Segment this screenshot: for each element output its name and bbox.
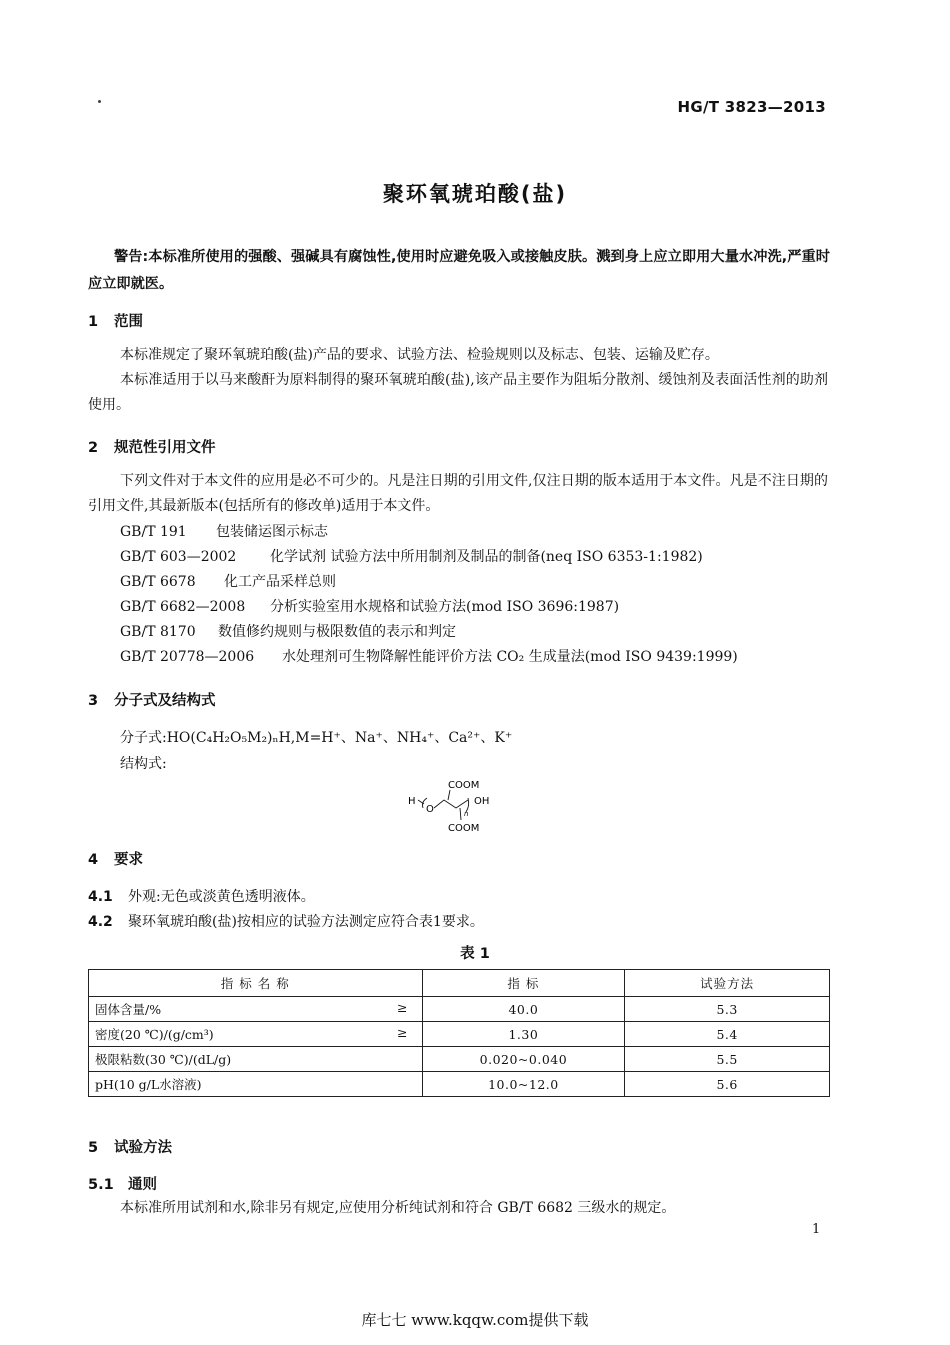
test-method: 5.3 bbox=[625, 997, 830, 1022]
test-method: 5.6 bbox=[625, 1072, 830, 1097]
section-2-heading bbox=[88, 436, 216, 457]
section-number: 5 bbox=[88, 1140, 99, 1156]
formula-label: 分子式: bbox=[120, 730, 167, 746]
clause-text: 聚环氧琥珀酸(盐)按相应的试验方法测定应符合表1要求。 bbox=[128, 914, 484, 930]
bond-to-top-group bbox=[448, 790, 450, 800]
references-intro: 下列文件对于本文件的应用是必不可少的。凡是注日期的引用文件,仅注日期的版本适用于本文件。凡是不注日期的引用文件,其最新版本(包括所有的修改单)适用于本文件。 bbox=[88, 473, 828, 514]
reference-item bbox=[120, 620, 456, 645]
reference-code: GB/T 6682—2008 bbox=[120, 599, 246, 615]
column-header: 指 标 名 称 bbox=[89, 970, 423, 997]
table-row bbox=[89, 1072, 830, 1097]
general-rule-paragraph: 本标准所用试剂和水,除非另有规定,应使用分析纯试剂和符合 GB/T 6682 三级水的规定。 bbox=[120, 1200, 676, 1216]
reference-code: GB/T 6678 bbox=[120, 574, 196, 590]
page-number: 1 bbox=[812, 1222, 821, 1237]
reference-item bbox=[120, 520, 328, 545]
clause-text: 外观:无色或淡黄色透明液体。 bbox=[128, 889, 315, 905]
ring-atom-label: O bbox=[426, 804, 434, 815]
reference-item bbox=[120, 570, 336, 595]
formula-text: HO(C₄H₂O₅M₂)ₙH,M=H⁺、Na⁺、NH₄⁺、Ca²⁺、K⁺ bbox=[166, 730, 513, 746]
structural-formula bbox=[408, 776, 508, 834]
section-title: 规范性引用文件 bbox=[114, 440, 216, 456]
section-title: 试验方法 bbox=[114, 1140, 172, 1156]
indicator-name-cell bbox=[89, 1047, 423, 1072]
test-method: 5.4 bbox=[625, 1022, 830, 1047]
download-footer: 库七七 www.kqqw.com提供下载 bbox=[361, 1311, 589, 1329]
clause-4-1 bbox=[88, 886, 315, 906]
section-1-heading bbox=[88, 310, 143, 331]
reference-text: 数值修约规则与极限数值的表示和判定 bbox=[218, 624, 456, 640]
bond-to-bottom-group bbox=[460, 808, 461, 820]
section-title: 分子式及结构式 bbox=[114, 693, 216, 709]
document-title: 聚环氧琥珀酸(盐) bbox=[382, 182, 568, 206]
reference-text: 化学试剂 试验方法中所用制剂及制品的制备(neq ISO 6353-1:1982) bbox=[270, 549, 703, 565]
reference-code: GB/T 191 bbox=[120, 524, 187, 540]
section-number: 1 bbox=[88, 314, 99, 330]
table-caption: 表 1 bbox=[460, 946, 490, 962]
reference-item bbox=[120, 645, 738, 670]
section-number: 3 bbox=[88, 693, 99, 709]
standard-code: HG/T 3823—2013 bbox=[677, 98, 826, 116]
clause-number: 5.1 bbox=[88, 1177, 114, 1193]
backbone-bonds bbox=[434, 800, 468, 808]
comparison-sign: ≥ bbox=[397, 1025, 408, 1040]
reference-item bbox=[120, 595, 619, 620]
column-header: 指 标 bbox=[422, 970, 625, 997]
reference-text: 包装储运图示标志 bbox=[216, 524, 328, 540]
clause-title: 通则 bbox=[128, 1177, 157, 1193]
left-atom-label: H bbox=[408, 796, 416, 807]
section-title: 范围 bbox=[114, 314, 143, 330]
reference-text: 化工产品采样总则 bbox=[224, 574, 336, 590]
clause-number: 4.2 bbox=[88, 914, 113, 930]
section-3-heading bbox=[88, 689, 216, 710]
column-header: 试验方法 bbox=[625, 970, 830, 997]
indicator-name-cell bbox=[89, 1072, 423, 1097]
indicator-name-cell bbox=[89, 1022, 423, 1047]
indicator-name: 极限粘数(30 ℃)/(dL/g) bbox=[95, 1052, 232, 1067]
table-row bbox=[89, 997, 830, 1022]
indicator-name: 密度(20 ℃)/(g/cm³) bbox=[95, 1027, 214, 1042]
indicator-value: 1.30 bbox=[422, 1022, 625, 1047]
requirements-table bbox=[88, 969, 830, 1097]
bottom-group-label: COOM bbox=[448, 823, 480, 834]
indicator-value: 0.020~0.040 bbox=[422, 1047, 625, 1072]
section-title: 要求 bbox=[114, 852, 143, 868]
table-row bbox=[89, 1022, 830, 1047]
comparison-sign: ≥ bbox=[397, 1000, 408, 1015]
scope-paragraph-1: 本标准规定了聚环氧琥珀酸(盐)产品的要求、试验方法、检验规则以及标志、包装、运输及贮存。 bbox=[120, 347, 719, 363]
indicator-name: 固体含量/% bbox=[95, 1002, 162, 1017]
warning-paragraph: 警告:本标准所使用的强酸、强碱具有腐蚀性,使用时应避免吸入或接触皮肤。溅到身上应立即用大量水冲洗,严重时应立即就医。 bbox=[88, 249, 830, 292]
table-header-row bbox=[89, 970, 830, 997]
table-row bbox=[89, 1047, 830, 1072]
indicator-value: 10.0~12.0 bbox=[422, 1072, 625, 1097]
indicator-name: pH(10 g/L水溶液) bbox=[95, 1077, 202, 1092]
clause-number: 4.1 bbox=[88, 889, 113, 905]
indicator-value: 40.0 bbox=[422, 997, 625, 1022]
repeat-subscript: n bbox=[464, 810, 469, 818]
right-group-label: OH bbox=[474, 796, 490, 807]
section-4-heading bbox=[88, 848, 143, 869]
indicator-name-cell bbox=[89, 997, 423, 1022]
scan-speck bbox=[98, 100, 101, 103]
reference-code: GB/T 8170 bbox=[120, 624, 196, 640]
clause-4-2 bbox=[88, 911, 484, 931]
reference-text: 水处理剂可生物降解性能评价方法 CO₂ 生成量法(mod ISO 9439:1999) bbox=[282, 649, 738, 665]
test-method: 5.5 bbox=[625, 1047, 830, 1072]
section-number: 2 bbox=[88, 440, 99, 456]
clause-5-1-heading bbox=[88, 1173, 157, 1194]
reference-text: 分析实验室用水规格和试验方法(mod ISO 3696:1987) bbox=[270, 599, 620, 615]
molecular-formula bbox=[120, 725, 512, 777]
section-5-heading bbox=[88, 1136, 172, 1157]
reference-code: GB/T 20778—2006 bbox=[120, 649, 255, 665]
section-number: 4 bbox=[88, 852, 99, 868]
top-group-label: COOM bbox=[448, 780, 480, 791]
structure-label: 结构式: bbox=[120, 756, 167, 772]
reference-item bbox=[120, 545, 703, 570]
reference-code: GB/T 603—2002 bbox=[120, 549, 237, 565]
scope-paragraph-2: 本标准适用于以马来酸酐为原料制得的聚环氧琥珀酸(盐),该产品主要作为阻垢分散剂、缓蚀剂及表面活性剂的助剂使用。 bbox=[88, 372, 828, 413]
